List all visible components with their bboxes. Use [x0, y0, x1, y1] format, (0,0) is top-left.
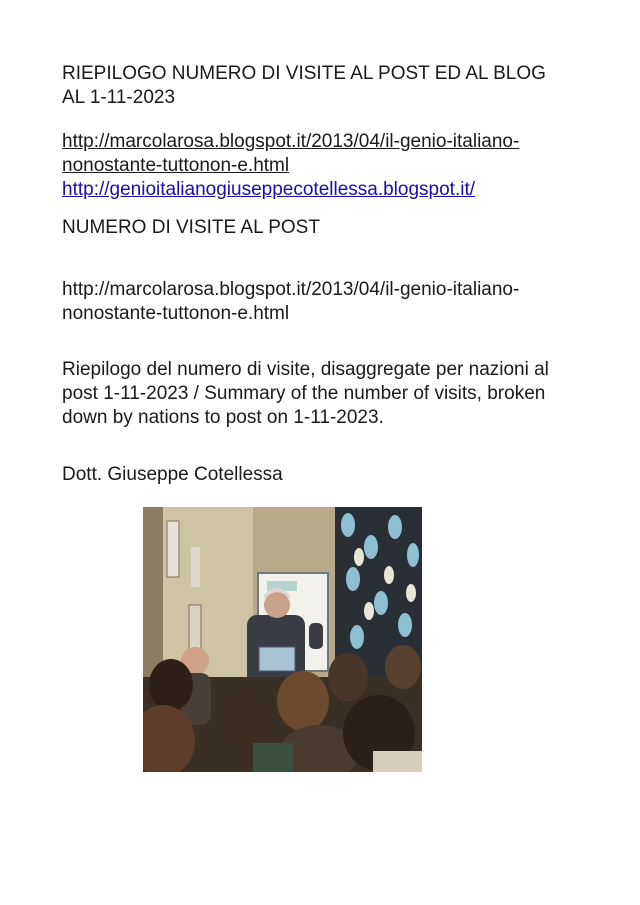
author-name: Dott. Giuseppe Cotellessa: [62, 464, 283, 485]
post-url-line-1: http://marcolarosa.blogspot.it/2013/04/il-genio-italiano-: [62, 279, 520, 300]
summary-line-2: post 1-11-2023 / Summary of the number of visits, broken: [62, 383, 546, 404]
post-link-line-2[interactable]: nonostante-tuttonon-e.html: [62, 155, 290, 176]
presentation-photo: [143, 507, 422, 772]
links-block: [62, 130, 582, 202]
blog-link[interactable]: http://genioitalianogiuseppecotellessa.blogspot.it/: [62, 179, 476, 200]
post-link-line-1[interactable]: http://marcolarosa.blogspot.it/2013/04/il-genio-italiano-: [62, 131, 520, 152]
post-url-line-2: nonostante-tuttonon-e.html: [62, 303, 290, 324]
summary-line-3: down by nations to post on 1-11-2023.: [62, 407, 384, 428]
post-link[interactable]: [62, 131, 519, 176]
summary-line-1: Riepilogo del numero di visite, disaggregate per nazioni al: [62, 359, 549, 380]
document-heading: [62, 62, 582, 110]
post-url-text: [62, 278, 582, 326]
heading-line-1: RIEPILOGO NUMERO DI VISITE AL POST ED AL BLOG: [62, 63, 546, 84]
subheading: NUMERO DI VISITE AL POST: [62, 217, 320, 238]
heading-line-2: AL 1-11-2023: [62, 87, 176, 108]
summary-paragraph: [62, 358, 582, 430]
